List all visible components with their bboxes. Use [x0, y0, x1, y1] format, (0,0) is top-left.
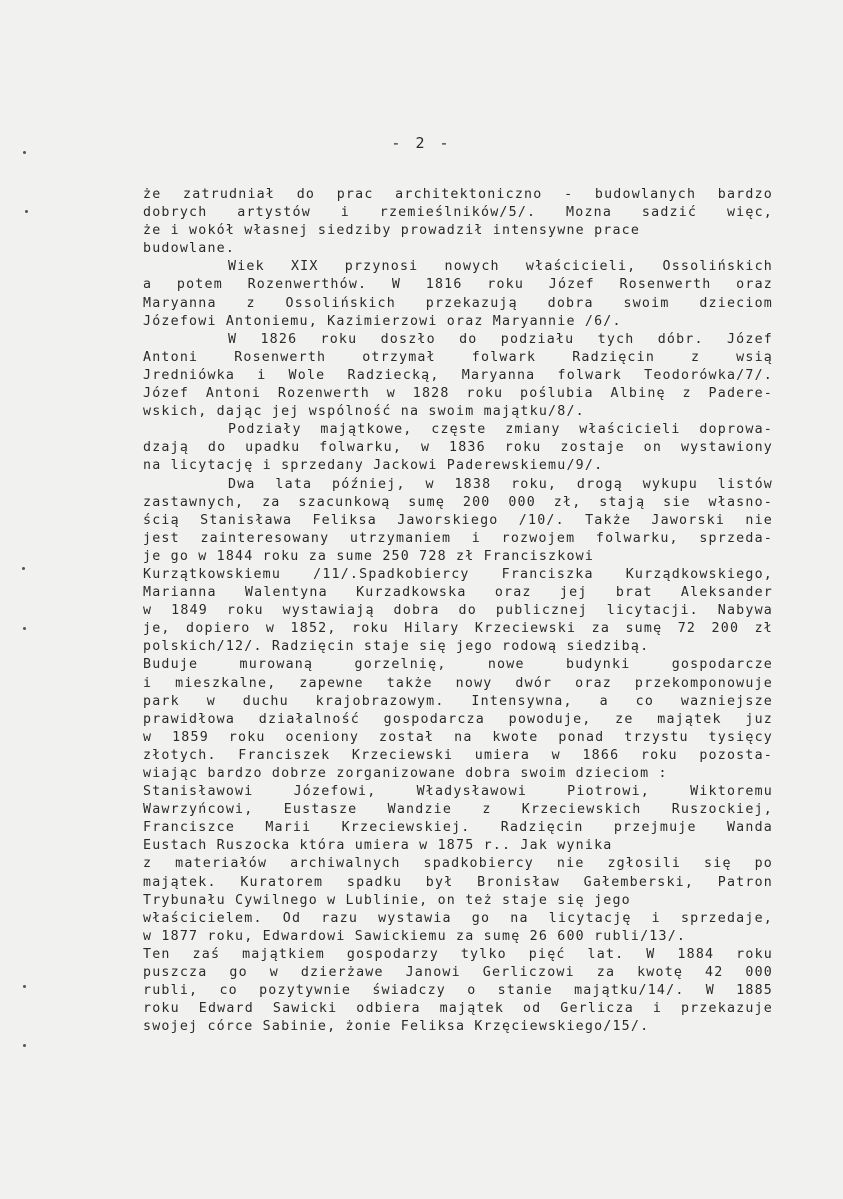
text-line: roku Edward Sawicki odbiera majątek od Gerlicza i przekazuje — [143, 1001, 773, 1017]
text-line: budowlane. — [143, 241, 236, 257]
text-line: wskich, dając jej wspólność na swoim majątku/8/. — [143, 404, 585, 420]
text-line: rubli, co pozytywnie świadczy o stanie majątku/14/. W 1885 — [143, 983, 773, 999]
text-line: polskich/12/. Radzięcin staje się jego rodową siedzibą. — [143, 639, 650, 655]
text-line: Trybunału Cywilnego w Lublinie, on też staje się jego — [143, 892, 631, 908]
page-number: - 2 - — [391, 134, 452, 152]
text-line: puszcza go w dzierżawe Janowi Gerliczowi za kwotę 42 000 — [143, 965, 773, 981]
text-line: Podziały majątkowe, częste zmiany właścicieli doprowa- — [228, 422, 773, 438]
scan-speck — [23, 1044, 26, 1047]
text-line: swojej córce Sabinie, żonie Feliksa Krzęciewskiego/15/. — [143, 1019, 650, 1035]
text-line: zastawnych, za szacunkową sumę 200 000 zł, stają sie własno- — [143, 494, 773, 510]
text-line: majątek. Kuratorem spadku był Bronisław Gałemberski, Patron — [143, 874, 773, 890]
text-line: Wiek XIX przynosi nowych właścicieli, Ossolińskich — [228, 259, 773, 275]
text-line: Franciszce Marii Krzeciewskiej. Radzięcin przejmuje Wanda — [143, 820, 773, 836]
text-line: a potem Rozenwerthów. W 1816 roku Józef Rosenwerth oraz — [143, 277, 773, 293]
text-line: Józefowi Antoniemu, Kazimierzowi oraz Maryannie /6/. — [143, 313, 622, 329]
text-line: ścią Stanisława Feliksa Jaworskiego /10/. Także Jaworski nie — [143, 512, 773, 528]
text-line: z materiałów archiwalnych spadkobiercy nie zgłosili się po — [143, 856, 773, 872]
scan-speck — [23, 151, 26, 154]
text-line: w 1859 roku oceniony został na kwote ponad trzystu tysięcy — [143, 729, 773, 745]
text-line: że i wokół własnej siedziby prowadził intensywne prace — [143, 223, 641, 239]
text-line: jest zainteresowany utrzymaniem i rozwojem folwarku, sprzeda- — [143, 530, 773, 546]
text-line: Buduje murowaną gorzelnię, nowe budynki gospodarcze — [143, 657, 773, 673]
text-line: W 1826 roku doszło do podziału tych dóbr. Józef — [228, 331, 773, 347]
text-line: Wawrzyńcowi, Eustasze Wandzie z Krzeciewskich Ruszockiej, — [143, 802, 773, 818]
text-line: i mieszkalne, zapewne także nowy dwór oraz przekomponowuje — [143, 675, 773, 691]
text-line: Marianna Walentyna Kurzadkowska oraz jej brat Aleksander — [143, 585, 773, 601]
text-line: właścicielem. Od razu wystawia go na licytację i sprzedaje, — [143, 910, 773, 926]
text-line: że zatrudniał do prac architektoniczno - budowlanych bardzo — [143, 187, 773, 202]
text-line: na licytację i sprzedany Jackowi Paderewskiemu/9/. — [143, 458, 604, 474]
text-line: Józef Antoni Rozenwerth w 1828 roku poślubia Albinę z Padere- — [143, 386, 773, 402]
scan-speck — [22, 567, 25, 570]
text-line: Kurzątkowskiemu /11/.Spadkobiercy Franciszka Kurządkowskiego, — [143, 566, 773, 582]
text-line: Maryanna z Ossolińskich przekazują dobra swoim dzieciom — [143, 295, 773, 311]
text-line: Dwa lata później, w 1838 roku, drogą wykupu listów — [228, 476, 773, 492]
text-line: w 1849 roku wystawiają dobra do publicznej licytacji. Nabywa — [143, 603, 773, 619]
text-line: je go w 1844 roku za sume 250 728 zł Franciszkowi — [143, 548, 595, 564]
text-line: je, dopiero w 1852, roku Hilary Krzeciewski za sumę 72 200 zł — [143, 621, 773, 637]
text-line: w 1877 roku, Edwardowi Sawickiemu za sumę 26 600 rubli/13/. — [143, 928, 687, 944]
text-line: prawidłowa działalność gospodarcza powoduje, ze majątek juz — [143, 711, 773, 727]
text-line: Eustach Ruszocka która umiera w 1875 r.. Jak wynika — [143, 838, 613, 854]
scan-speck — [23, 627, 26, 630]
text-line: Antoni Rosenwerth otrzymał folwark Radzięcin z wsią — [143, 349, 773, 365]
text-line: dobrych artystów i rzemieślników/5/. Mozna sadzić więc, — [143, 205, 773, 221]
text-line: Jredniówka i Wole Radziecką, Maryanna folwark Teodorówka/7/. — [143, 367, 773, 383]
text-line: Stanisławowi Józefowi, Władysławowi Piotrowi, Wiktoremu — [143, 784, 773, 800]
text-line: Ten zaś majątkiem gospodarzy tylko pięć lat. W 1884 roku — [143, 946, 773, 962]
scan-speck — [25, 210, 28, 213]
text-line: wiając bardzo dobrze zorganizowane dobra swoim dzieciom : — [143, 766, 668, 781]
text-line: park w duchu krajobrazowym. Intensywna, a co wazniejsze — [143, 693, 773, 709]
text-line: złotych. Franciszek Krzeciewski umiera w 1866 roku pozosta- — [143, 747, 773, 763]
body-text — [143, 186, 773, 1036]
scan-speck — [23, 985, 26, 988]
text-line: dzają do upadku folwarku, w 1836 roku zostaje on wystawiony — [143, 440, 773, 456]
